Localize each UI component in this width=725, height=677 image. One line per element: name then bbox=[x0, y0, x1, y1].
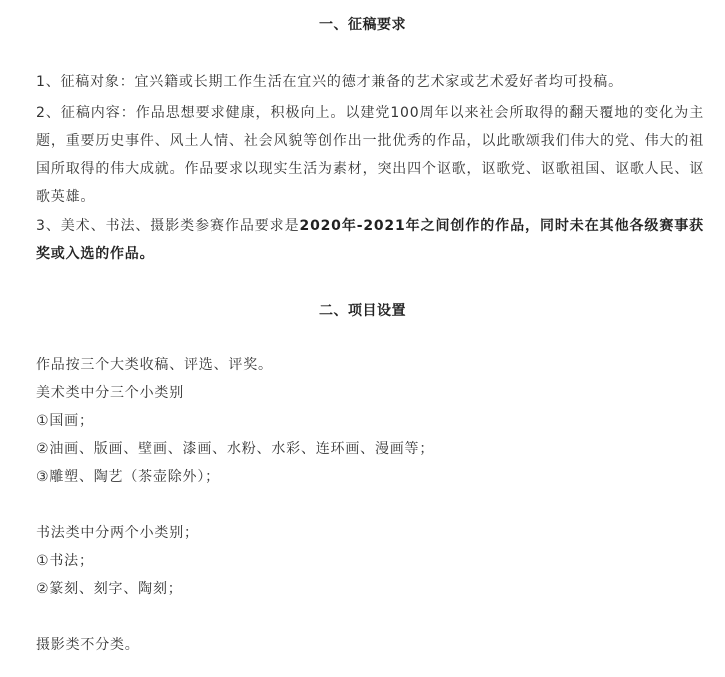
art-subcategory-2: ②油画、版画、壁画、漆画、水粉、水彩、连环画、漫画等； bbox=[36, 441, 435, 457]
requirement-item-1: 1、征稿对象：宜兴籍或长期工作生活在宜兴的德才兼备的艺术家或艺术爱好者均可投稿。 bbox=[36, 74, 623, 90]
art-subcategory-3: ③雕塑、陶艺（茶壶除外）； bbox=[36, 469, 220, 485]
photography-note: 摄影类不分类。 bbox=[36, 637, 140, 653]
calligraphy-category-title: 书法类中分两个小类别； bbox=[36, 525, 199, 541]
requirement-item-2: 2、征稿内容：作品思想要求健康，积极向上。以建党100周年以来社会所取得的翻天覆地的变化为主题，重要历史事件、风土人情、社会风貌等创作出一批优秀的作品，以此歌颂我们伟大的党、伟大的祖国所取得的伟大成就。作品要求以现实生活为素材，突出四个讴歌，讴歌党、讴歌祖国、讴歌人民、讴歌英雄。 bbox=[36, 105, 704, 205]
section-heading-categories: 二、项目设置 bbox=[319, 303, 406, 319]
art-category-title: 美术类中分三个小类别 bbox=[36, 385, 184, 401]
categories-intro: 作品按三个大类收稿、评选、评奖。 bbox=[36, 357, 273, 373]
calligraphy-subcategory-2: ②篆刻、刻字、陶刻； bbox=[36, 581, 183, 597]
requirement-item-3-prefix: 3、美术、书法、摄影类参赛作品要求是 bbox=[36, 218, 300, 234]
art-subcategory-1: ①国画； bbox=[36, 413, 94, 429]
requirement-item-3 bbox=[36, 212, 704, 268]
calligraphy-subcategory-1: ①书法； bbox=[36, 553, 94, 569]
requirement-item-3-emphasis: 2020年-2021年之间创作的作品，同时未在其他各级赛事获奖或入选的作品。 bbox=[36, 218, 704, 262]
section-heading-requirements: 一、征稿要求 bbox=[319, 17, 406, 33]
